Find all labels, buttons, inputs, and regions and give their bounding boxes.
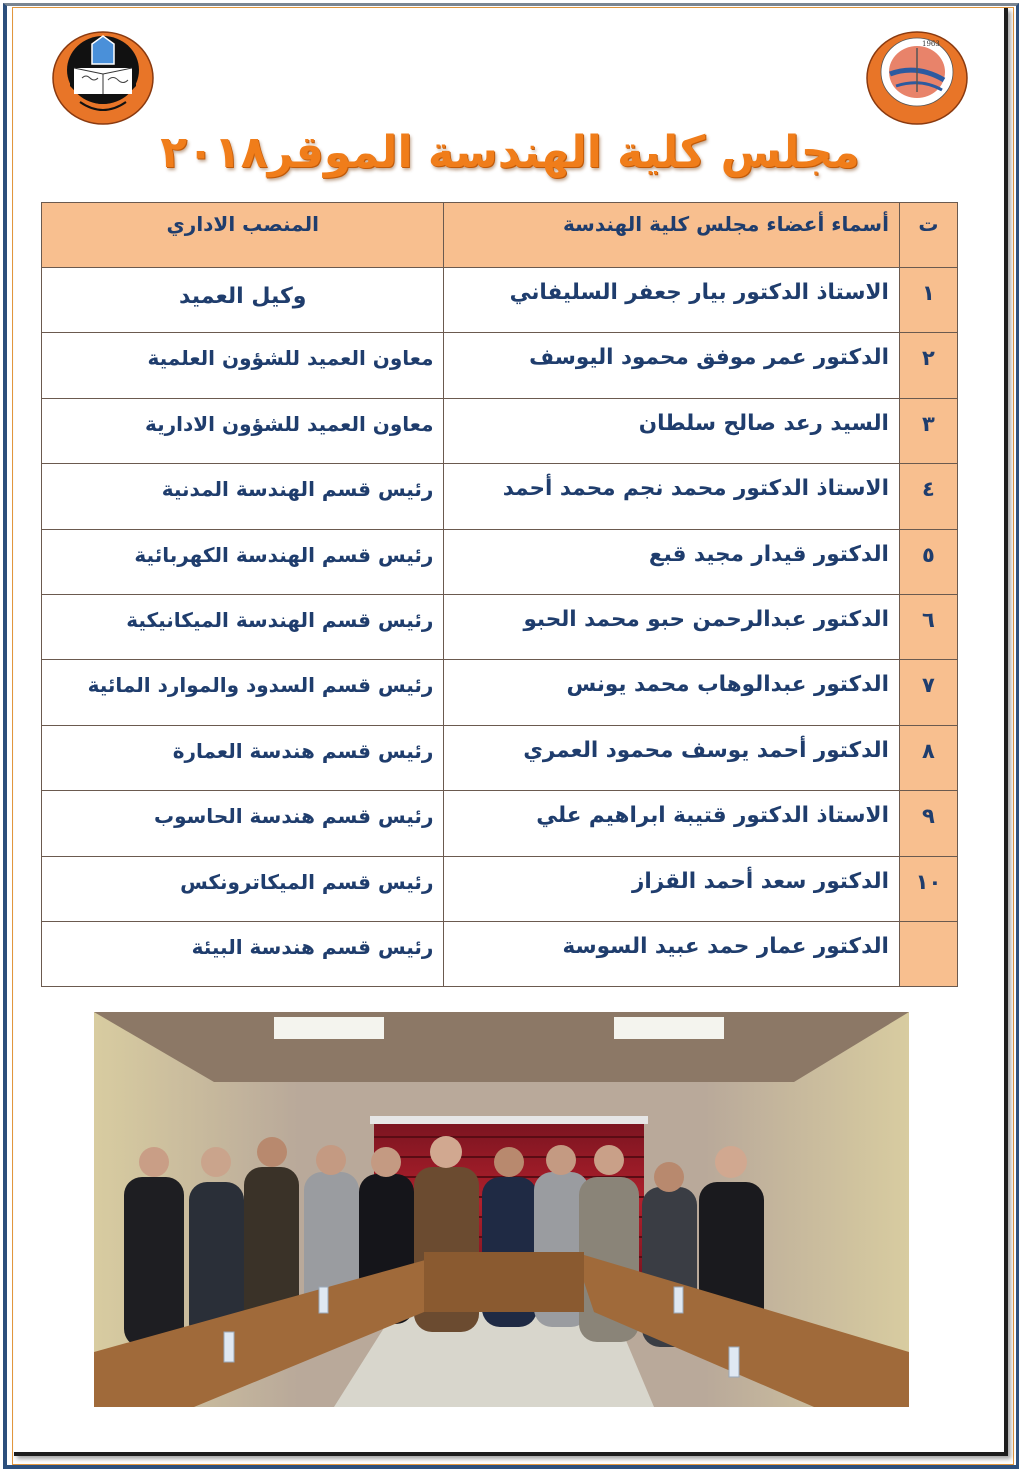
table-row <box>42 268 958 333</box>
member-role: معاون العميد للشؤون العلمية <box>42 333 444 398</box>
college-of-engineering-logo <box>866 30 968 126</box>
member-name: الدكتور عبدالرحمن حبو محمد الحبو <box>444 594 899 659</box>
table-row <box>42 464 958 529</box>
row-num: ٨ <box>899 725 957 790</box>
member-role: رئيس قسم الميكاترونكس <box>42 856 444 921</box>
row-num: ٤ <box>899 464 957 529</box>
member-name: الدكتور سعد أحمد القزاز <box>444 856 899 921</box>
member-name: الدكتور عمار حمد عبيد السوسة <box>444 921 899 986</box>
table-row <box>42 725 958 790</box>
member-role: وكيل العميد <box>42 268 444 333</box>
row-num: ٥ <box>899 529 957 594</box>
table-row <box>42 921 958 986</box>
member-role: رئيس قسم الهندسة المدنية <box>42 464 444 529</box>
row-num: ١ <box>899 268 957 333</box>
svg-text:1963: 1963 <box>922 40 940 48</box>
member-role: رئيس قسم هندسة العمارة <box>42 725 444 790</box>
member-role: رئيس قسم هندسة الحاسوب <box>42 791 444 856</box>
page-title: مجلس كلية الهندسة الموقر٢٠١٨ <box>160 127 860 178</box>
row-num: ٣ <box>899 398 957 463</box>
member-name: الدكتور عمر موفق محمود اليوسف <box>444 333 899 398</box>
council-members-table <box>41 202 958 987</box>
table-header-row <box>42 203 958 268</box>
row-num: ١٠ <box>899 856 957 921</box>
member-name: الاستاذ الدكتور قتيبة ابراهيم علي <box>444 791 899 856</box>
council-group-photo <box>94 1012 909 1407</box>
member-role: رئيس قسم الهندسة الكهربائية <box>42 529 444 594</box>
member-name: الدكتور قيدار مجيد قبع <box>444 529 899 594</box>
row-num: ٧ <box>899 660 957 725</box>
member-name: الاستاذ الدكتور محمد نجم محمد أحمد <box>444 464 899 529</box>
member-name: الاستاذ الدكتور بيار جعفر السليفاني <box>444 268 899 333</box>
table-row <box>42 791 958 856</box>
row-num: ٦ <box>899 594 957 659</box>
table-row <box>42 660 958 725</box>
header-name: أسماء أعضاء مجلس كلية الهندسة <box>444 203 899 268</box>
row-num: ٢ <box>899 333 957 398</box>
member-role: معاون العميد للشؤون الادارية <box>42 398 444 463</box>
row-num: ٩ <box>899 791 957 856</box>
member-role: رئيس قسم هندسة البيئة <box>42 921 444 986</box>
table-row <box>42 856 958 921</box>
row-num <box>899 921 957 986</box>
university-logo <box>52 30 154 126</box>
table-row <box>42 529 958 594</box>
member-name: الدكتور أحمد يوسف محمود العمري <box>444 725 899 790</box>
table-row <box>42 594 958 659</box>
table-row <box>42 398 958 463</box>
member-name: الدكتور عبدالوهاب محمد يونس <box>444 660 899 725</box>
member-role: رئيس قسم السدود والموارد المائية <box>42 660 444 725</box>
member-role: رئيس قسم الهندسة الميكانيكية <box>42 594 444 659</box>
table-row <box>42 333 958 398</box>
header-num: ت <box>899 203 957 268</box>
member-name: السيد رعد صالح سلطان <box>444 398 899 463</box>
header-role: المنصب الاداري <box>42 203 444 268</box>
